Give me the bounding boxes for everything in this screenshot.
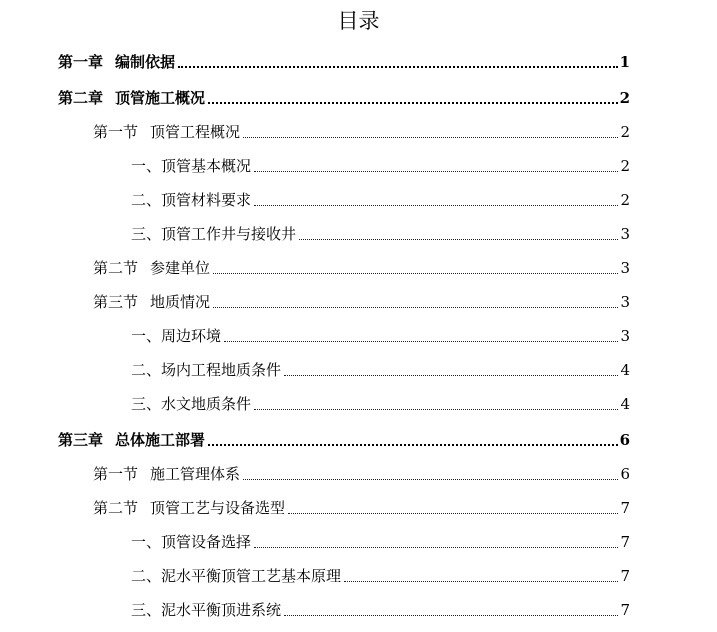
toc-entry-label: 二、场内工程地质条件 (131, 361, 282, 379)
toc-entry-number: 第二节 (93, 499, 139, 517)
toc-entry-page: 7 (620, 533, 630, 551)
toc-entry-number: 第三章 (58, 431, 104, 449)
toc-entry-item[interactable] (131, 528, 630, 552)
toc-entry-number: 第二节 (93, 259, 139, 277)
toc-entry-item[interactable] (131, 220, 630, 244)
toc-entry-label: 二、泥水平衡顶管工艺基本原理 (131, 567, 342, 585)
dot-leader (254, 547, 618, 548)
toc-entry-item[interactable] (131, 596, 630, 620)
toc-entry-page: 7 (620, 567, 630, 585)
toc-entry-label: 一、顶管基本概况 (131, 157, 252, 175)
toc-entry-label: 三、顶管工作井与接收井 (131, 225, 297, 243)
dot-leader (208, 444, 618, 446)
toc-entry-page: 4 (620, 395, 630, 413)
dot-leader (213, 307, 618, 308)
toc-entry-section[interactable] (93, 254, 630, 278)
dot-leader (284, 615, 618, 616)
toc-entry-section[interactable] (93, 494, 630, 518)
toc-entry-text (93, 122, 240, 142)
toc-entry-text (58, 52, 175, 72)
dot-leader (213, 273, 618, 274)
toc-entry-chapter-1[interactable] (58, 48, 630, 72)
dot-leader (288, 513, 618, 514)
toc-entry-page: 2 (619, 89, 630, 107)
toc-entry-page: 3 (620, 225, 630, 243)
toc-entry-item[interactable] (131, 186, 630, 210)
toc-entry-page: 2 (620, 191, 630, 209)
dot-leader (178, 66, 618, 68)
toc-entry-item[interactable] (131, 152, 630, 176)
toc-entry-page: 3 (620, 259, 630, 277)
toc-entry-label: 三、水文地质条件 (131, 395, 252, 413)
dot-leader (344, 581, 618, 582)
toc-entry-number: 第一章 (58, 53, 104, 71)
toc-entry-page: 6 (619, 431, 630, 449)
toc-entry-number: 第三节 (93, 293, 139, 311)
toc-entry-text (58, 88, 205, 108)
toc-entry-label: 顶管工程概况 (150, 123, 241, 141)
toc-entry-section[interactable] (93, 460, 630, 484)
toc-entry-number: 第一节 (93, 123, 139, 141)
dot-leader (254, 409, 618, 410)
dot-leader (284, 375, 618, 376)
toc-entry-page: 3 (620, 293, 630, 311)
toc-entry-text (93, 464, 240, 484)
toc-entry-label: 三、泥水平衡顶进系统 (131, 601, 282, 619)
toc-entry-label: 一、周边环境 (131, 327, 222, 345)
toc-entry-text (93, 498, 285, 518)
toc-entry-label: 参建单位 (150, 259, 211, 277)
toc-entry-text (93, 292, 210, 312)
toc-entry-label: 总体施工部署 (115, 431, 206, 449)
toc-entry-page: 2 (620, 123, 630, 141)
toc-entry-item[interactable] (131, 356, 630, 380)
dot-leader (243, 479, 618, 480)
toc-entry-item[interactable] (131, 562, 630, 586)
toc-entry-label: 顶管工艺与设备选型 (150, 499, 286, 517)
dot-leader (243, 137, 618, 138)
toc-entry-page: 3 (620, 327, 630, 345)
dot-leader (254, 205, 618, 206)
toc-entry-label: 地质情况 (150, 293, 211, 311)
toc-entry-item[interactable] (131, 390, 630, 414)
toc-entry-chapter-2[interactable] (58, 84, 630, 108)
toc-entry-number: 第一节 (93, 465, 139, 483)
toc-entry-chapter-3[interactable] (58, 426, 630, 450)
toc-entry-page: 2 (620, 157, 630, 175)
toc-entry-page: 7 (620, 601, 630, 619)
toc-entry-text (58, 430, 205, 450)
toc-entry-page: 6 (620, 465, 630, 483)
dot-leader (224, 341, 618, 342)
toc-entry-page: 1 (619, 53, 630, 71)
toc-entry-number: 第二章 (58, 89, 104, 107)
toc-entry-page: 4 (620, 361, 630, 379)
toc-entry-label: 编制依据 (115, 53, 176, 71)
toc-entry-section[interactable] (93, 118, 630, 142)
toc-entry-item[interactable] (131, 322, 630, 346)
toc-entry-label: 施工管理体系 (150, 465, 241, 483)
toc-entry-text (93, 258, 210, 278)
toc-entry-page: 7 (620, 499, 630, 517)
toc-entry-label: 二、顶管材料要求 (131, 191, 252, 209)
toc-entry-section[interactable] (93, 288, 630, 312)
dot-leader (208, 102, 618, 104)
toc-title: 目录 (337, 9, 380, 33)
toc-entry-label: 一、顶管设备选择 (131, 533, 252, 551)
dot-leader (299, 239, 618, 240)
toc-entry-label: 顶管施工概况 (115, 89, 206, 107)
dot-leader (254, 171, 618, 172)
